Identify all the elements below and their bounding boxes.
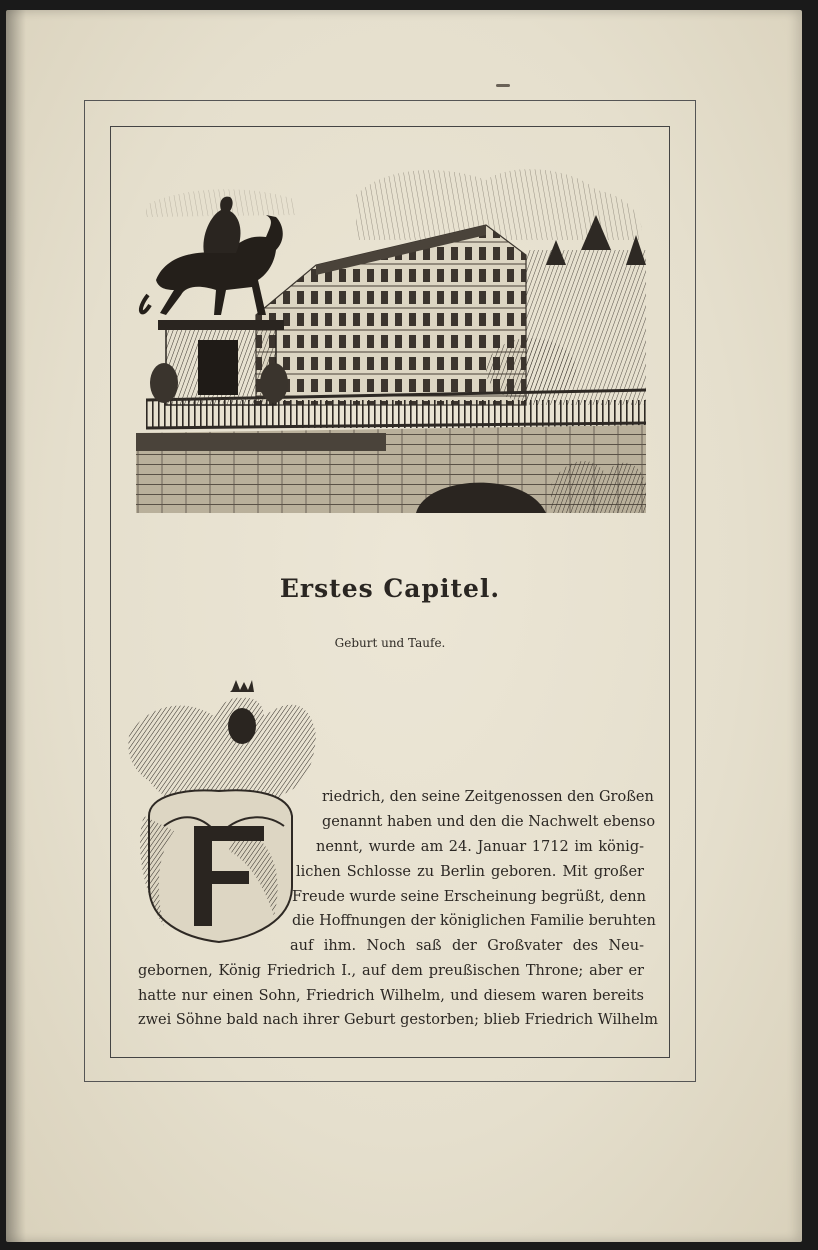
body-text-line: auf ihm. Noch saß der Großvater des Neu-	[290, 938, 644, 954]
chapter-title: Erstes Capitel.	[279, 574, 501, 603]
body-text-line: lichen Schlosse zu Berlin geboren. Mit großer	[296, 864, 644, 880]
body-text-line: hatte nur einen Sohn, Friedrich Wilhelm, und diesem waren bereits	[138, 988, 644, 1004]
body-text-line: Freude wurde seine Erscheinung begrüßt, denn	[292, 889, 646, 905]
body-text-line: nennt, wurde am 24. Januar 1712 im könig-	[316, 839, 644, 855]
body-text-line: zwei Söhne bald nach ihrer Geburt gestorben; blieb Friedrich Wilhelm	[138, 1012, 658, 1028]
paper-speck	[496, 84, 510, 87]
eagle-initial-F-illustration	[124, 676, 316, 944]
body-text-line: riedrich, den seine Zeitgenossen den Großen	[322, 789, 654, 805]
body-text-line: genannt haben und den die Nachwelt ebenso	[322, 814, 656, 830]
body-text-line: die Hoffnungen der königlichen Familie beruhten	[292, 913, 656, 929]
chapter-subtitle: Geburt und Taufe.	[334, 636, 446, 650]
spine-shadow	[6, 10, 26, 1242]
palace-engraving-illustration	[126, 155, 656, 513]
body-text-line: gebornen, König Friedrich I., auf dem preußischen Throne; aber er	[138, 963, 644, 979]
